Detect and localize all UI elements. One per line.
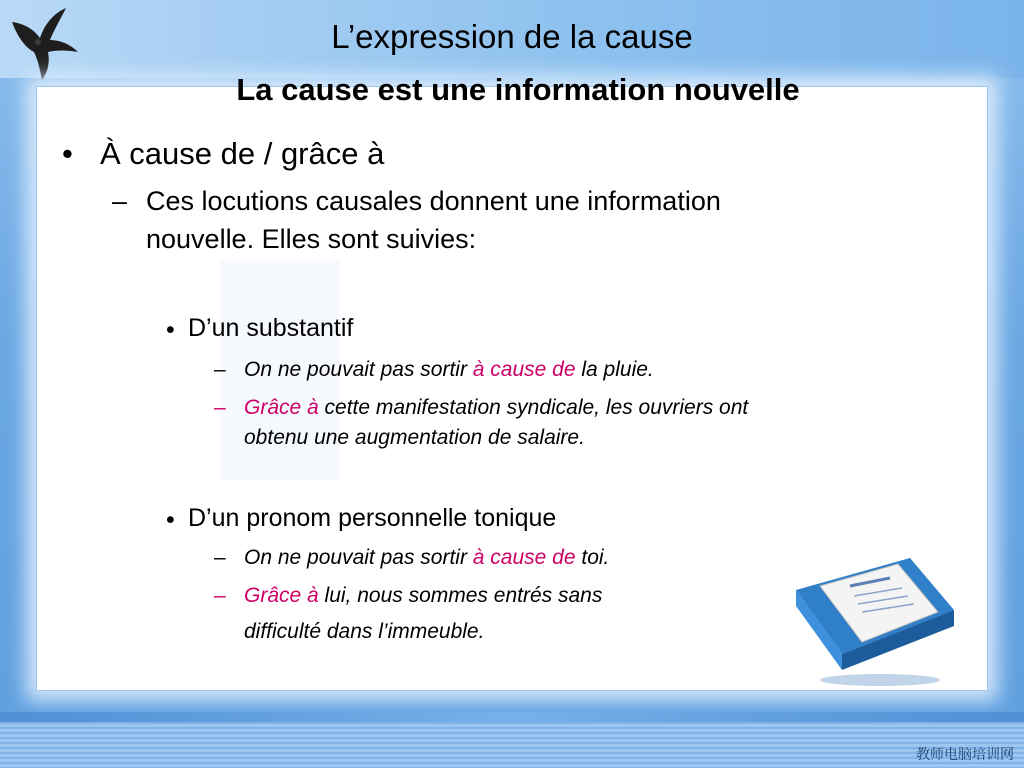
sub-bullet-marker: •	[166, 506, 175, 534]
example-marker: –	[214, 584, 226, 607]
example-1-before: On ne pouvait pas sortir	[244, 358, 473, 381]
blue-binder-icon	[790, 550, 960, 690]
example-2	[244, 396, 748, 420]
page-title: L’expression de la cause	[331, 18, 693, 55]
page-subtitle: La cause est une information nouvelle	[236, 72, 800, 107]
example-3-highlight: à cause de	[472, 546, 576, 569]
dash-marker: –	[112, 186, 128, 216]
example-2-after: cette manifestation syndicale, les ouvriers ont	[318, 396, 749, 419]
example-1-highlight: à cause de	[472, 358, 576, 381]
bullet-text: À cause de / grâce à	[100, 136, 385, 171]
background-decoration	[0, 220, 340, 740]
bullet-marker: •	[62, 136, 73, 171]
example-marker: –	[214, 396, 226, 419]
example-1-after: la pluie.	[575, 358, 654, 381]
sub-bullet-marker: •	[166, 316, 175, 344]
footer-stripe	[0, 712, 1024, 722]
example-3-after: toi.	[575, 546, 610, 569]
example-2-highlight: Grâce à	[244, 396, 319, 419]
dash-text-line2: nouvelle. Elles sont suivies:	[146, 224, 477, 254]
example-1	[244, 358, 654, 382]
example-3	[244, 546, 609, 570]
example-4-line2: difficulté dans l’immeuble.	[244, 620, 485, 643]
footer-watermark: 教师电脑培训网	[916, 747, 1014, 763]
example-3-before: On ne pouvait pas sortir	[244, 546, 473, 569]
sub-bullet-text: D’un substantif	[188, 314, 354, 342]
example-4-highlight: Grâce à	[244, 584, 319, 607]
example-4-after: lui, nous sommes entrés sans	[318, 584, 603, 607]
example-4	[244, 584, 602, 608]
sub-bullet-text: D’un pronom personnelle tonique	[188, 504, 557, 532]
example-marker: –	[214, 546, 226, 569]
dash-text-line1: Ces locutions causales donnent une information	[146, 186, 721, 216]
example-marker: –	[214, 358, 226, 381]
example-2-line2: obtenu une augmentation de salaire.	[244, 426, 585, 449]
